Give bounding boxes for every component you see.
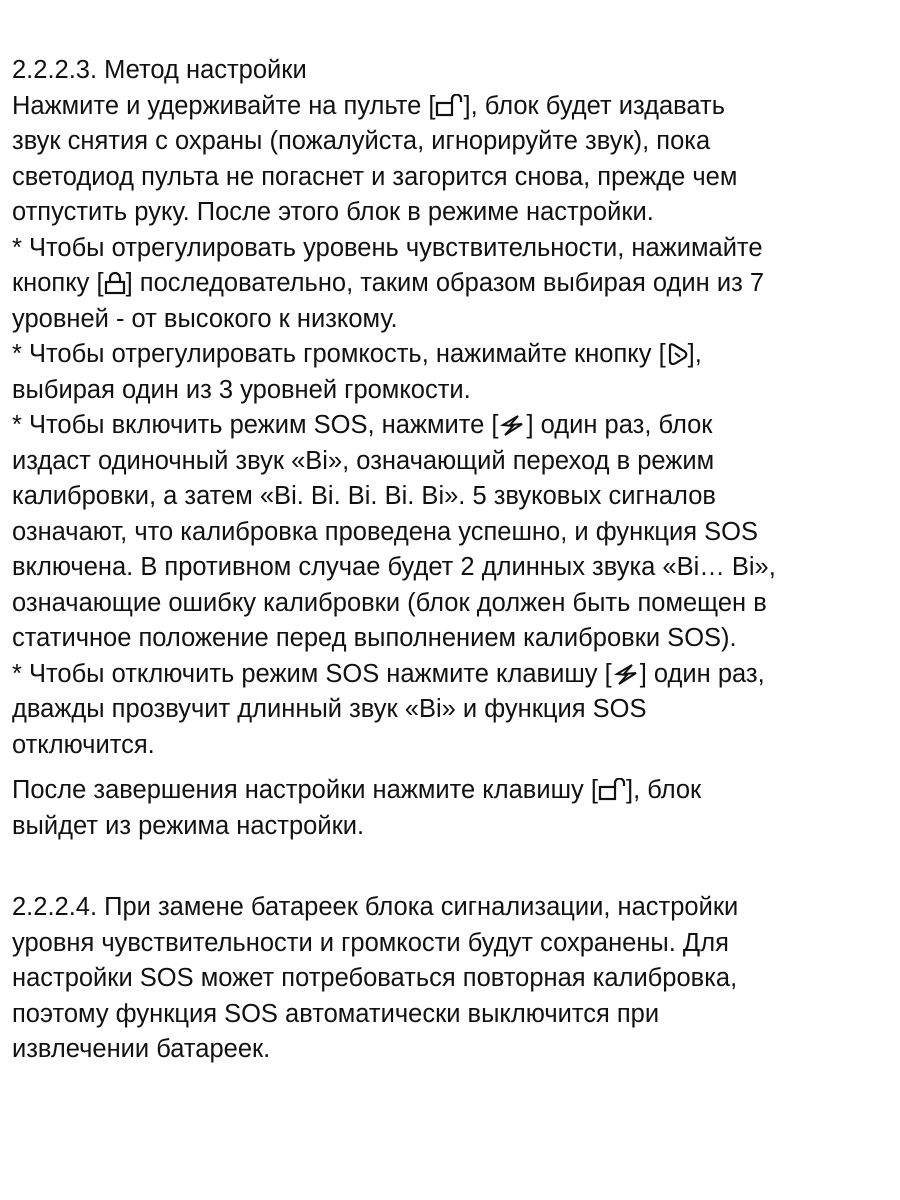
text-span: ] последовательно, таким образом выбирая один из 7 [125,269,765,297]
text-line [12,89,888,125]
text-line: выбирая один из 3 уровней громкости. [12,375,471,404]
text-line: поэтому функция SOS автоматически выключится при [12,999,660,1028]
text-span: кнопку [ [12,269,104,297]
lock-icon [104,271,126,295]
text-line: издаст одиночный звук «Bi», означающий переход в режим [12,446,715,475]
text-line: означающие ошибку калибровки (блок должен быть помещен в [12,588,767,617]
text-line: светодиод пульта не погаснет и загорится снова, прежде чем [12,162,738,191]
text-line: дважды прозвучит длинный звук «Bi» и функция SOS [12,695,647,723]
text-line: извлечении батареек. [12,1035,271,1063]
text-span: * Чтобы отключить режим SOS нажмите клавишу [ [12,659,612,688]
paragraph-gap [12,763,888,773]
section-heading: 2.2.2.3. Метод настройки [12,56,307,84]
text-span: ] один раз, блок [526,411,713,439]
text-span: ], блок будет издавать [463,91,725,120]
text-line: настройки SOS может потребоваться повторная калибровка, [12,964,738,992]
text-line: уровня чувствительности и громкости будут сохранены. Для [12,928,729,957]
text-line: * Чтобы отрегулировать уровень чувствительности, нажимайте [12,233,763,262]
text-line: звук снятия с охраны (пожалуйста, игнорируйте звук), пока [12,127,711,155]
text-line [12,266,888,302]
text-line [12,408,888,444]
text-line [12,337,888,373]
unlock-icon [598,778,626,802]
text-span: После завершения настройки нажмите клавишу [ [12,776,598,804]
sos-lightning-icon [498,413,526,437]
speaker-icon [666,342,688,366]
text-line [12,657,888,693]
text-span: * Чтобы включить режим SOS, нажмите [ [12,411,499,439]
text-line: означают, что калибровка проведена успешно, и функция SOS [12,517,758,546]
text-line [12,773,888,809]
text-line: выйдет из режима настройки. [12,811,365,840]
section-4-heading-line: 2.2.2.4. При замене батареек блока сигнализации, настройки [12,893,739,921]
text-span: * Чтобы отрегулировать громкость, нажимайте кнопку [ [12,340,666,368]
text-line: статичное положение перед выполнением калибровки SOS). [12,624,737,652]
text-span: Нажмите и удерживайте на пульте [ [12,91,436,120]
sos-lightning-icon [612,662,640,686]
unlock-icon [435,94,463,118]
text-line: уровней - от высокого к низкому. [12,304,398,333]
text-span: ], [687,340,702,368]
section-gap [12,844,888,890]
text-line: калибровки, а затем «Bi. Bi. Bi. Bi. Bi». 5 звуковых сигналов [12,482,716,510]
text-span: ] один раз, [639,659,765,688]
text-line: отпустить руку. После этого блок в режиме настройки. [12,198,654,226]
text-line: включена. В противном случае будет 2 длинных звука «Bi… Bi», [12,553,776,581]
text-span: ], блок [625,776,702,804]
text-line: отключится. [12,730,155,759]
